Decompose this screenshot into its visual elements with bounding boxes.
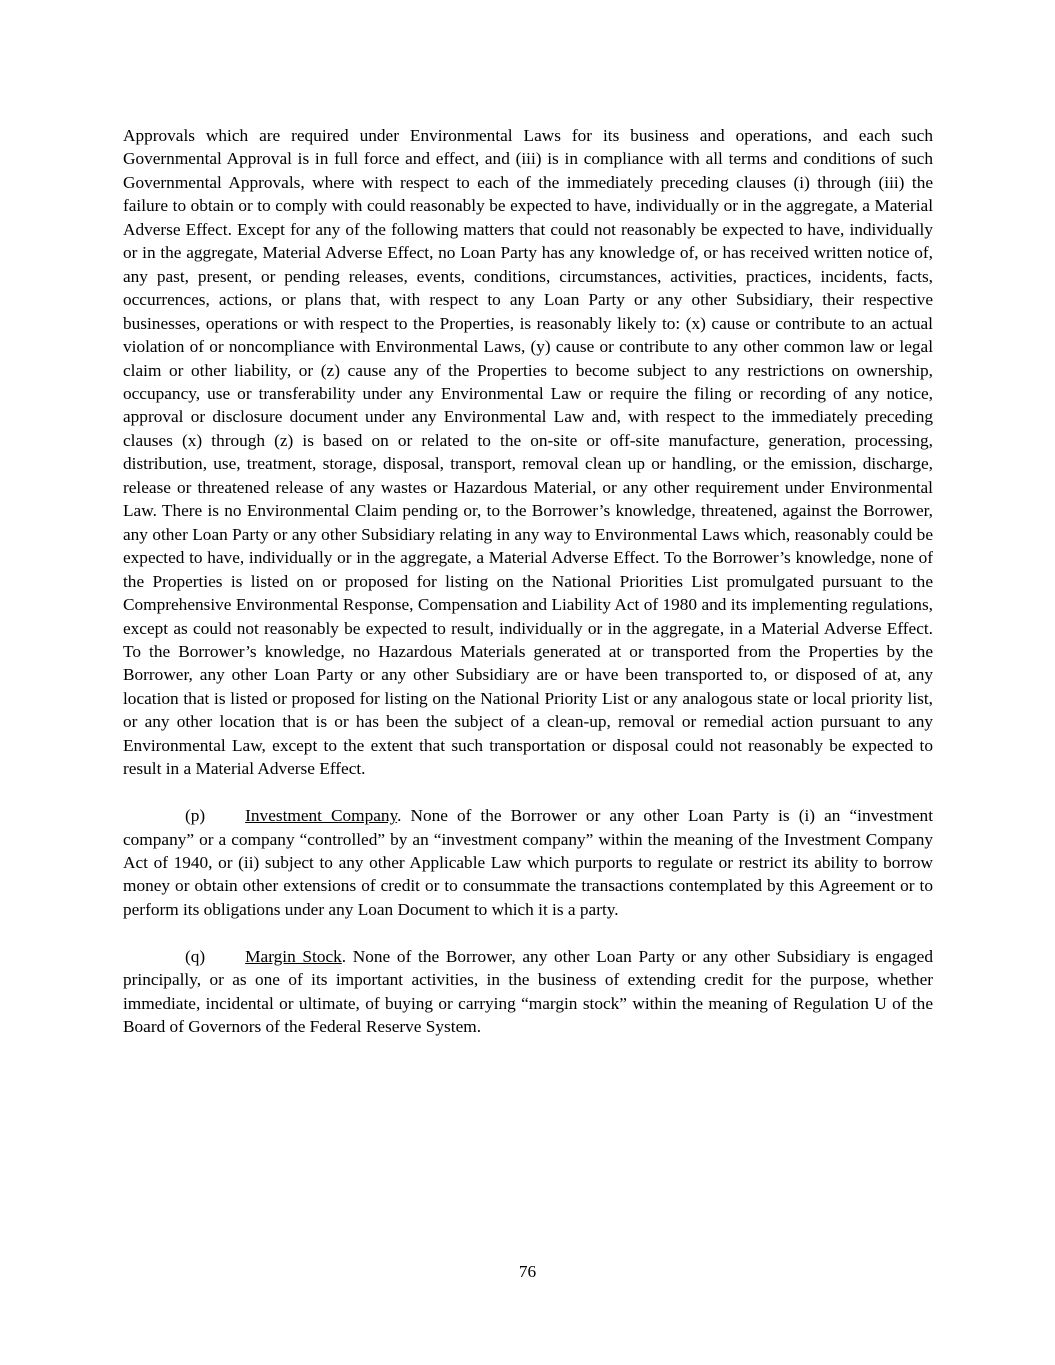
paragraph-text: Approvals which are required under Environmental Laws for its business and operations, and each such Governmental Approval is in full force and effect, and (iii) is in compliance with all terms and conditions of such Governmental Approvals, where with respect to each of the immediately preceding clauses (i) through (iii) the failure to obtain or to comply with could reasonably be expected to have, individually or in the aggregate, a Material Adverse Effect. Except for any of the following matters that could not reasonably be expected to have, individually or in the aggregate, Material Adverse Effect, no Loan Party has any knowledge of, or has received written notice of, any past, present, or pending releases, events, conditions, circumstances, activities, practices, incidents, facts, occurrences, actions, or plans that, with respect to any Loan Party or any other Subsidiary, their respective businesses, operations or with respect to the Properties, is reasonably likely to: (x) cause or contribute to an actual violation of or noncompliance with Environmental Laws, (y) cause or contribute to any other common law or legal claim or other liability, or (z) cause any of the Properties to become subject to any restrictions on ownership, occupancy, use or transferability under any Environmental Law or require the filing or recording of any notice, approval or disclosure document under any Environmental Law and, with respect to the immediately preceding clauses (x) through (z) is based on or related to the on-site or off-site manufacture, generation, processing, distribution, use, treatment, storage, disposal, transport, removal clean up or handling, or the emission, discharge, release or threatened release of any wastes or Hazardous Material, or any other requirement under Environmental Law. There is no Environmental Claim pending or, to the Borrower’s knowledge, threatened, against the Borrower, any other Loan Party or any other Subsidiary relating in any way to Environmental Laws which, reasonably could be expected to have, individually or in the aggregate, a Material Adverse Effect. To the Borrower’s knowledge, none of the Properties is listed on or proposed for listing on the National Priorities List promulgated pursuant to the Comprehensive Environmental Response, Compensation and Liability Act of 1980 and its implementing regulations, except as could not reasonably be expected to result, individually or in the aggregate, in a Material Adverse Effect. To the Borrower’s knowledge, no Hazardous Materials generated at or transported from the Properties by the Borrower, any other Loan Party or any other Subsidiary are or have been transported to, or disposed of at, any location that is listed or proposed for listing on the National Priority List or any analogous state or local priority list, or any other location that is or has been the subject of a clean-up, removal or remedial action pursuant to any Environmental Law, except to the extent that such transportation or disposal could not reasonably be expected to result in a Material Adverse Effect. [123,126,933,779]
paragraph-text: . None of the Borrower, any other Loan Party or any other Subsidiary is engaged principally, or as one of its important activities, in the business of extending credit for the purpose, whether immediate, incidental or ultimate, of buying or carrying “margin stock” within the meaning of Regulation U of the Board of Governors of the Federal Reserve System. [123,946,933,1037]
document-body [123,124,933,1039]
paragraph-investment-company [123,804,933,921]
clause-heading: Investment Company [245,806,398,826]
paragraph-margin-stock [123,945,933,1039]
clause-label: (q) [185,946,206,966]
clause-label: (p) [185,806,206,826]
paragraph-environmental-approvals [123,124,933,781]
paragraph-text: . None of the Borrower or any other Loan Party is (i) an “investment company” or a company “controlled” by an “investment company” within the meaning of the Investment Company Act of 1940, or (ii) subject to any other Applicable Law which purports to regulate or restrict its ability to borrow money or obtain other extensions of credit or to consummate the transactions contemplated by this Agreement or to perform its obligations under any Loan Document to which it is a party. [123,806,933,919]
page-number: 76 [518,1262,537,1281]
clause-heading: Margin Stock [245,946,342,966]
